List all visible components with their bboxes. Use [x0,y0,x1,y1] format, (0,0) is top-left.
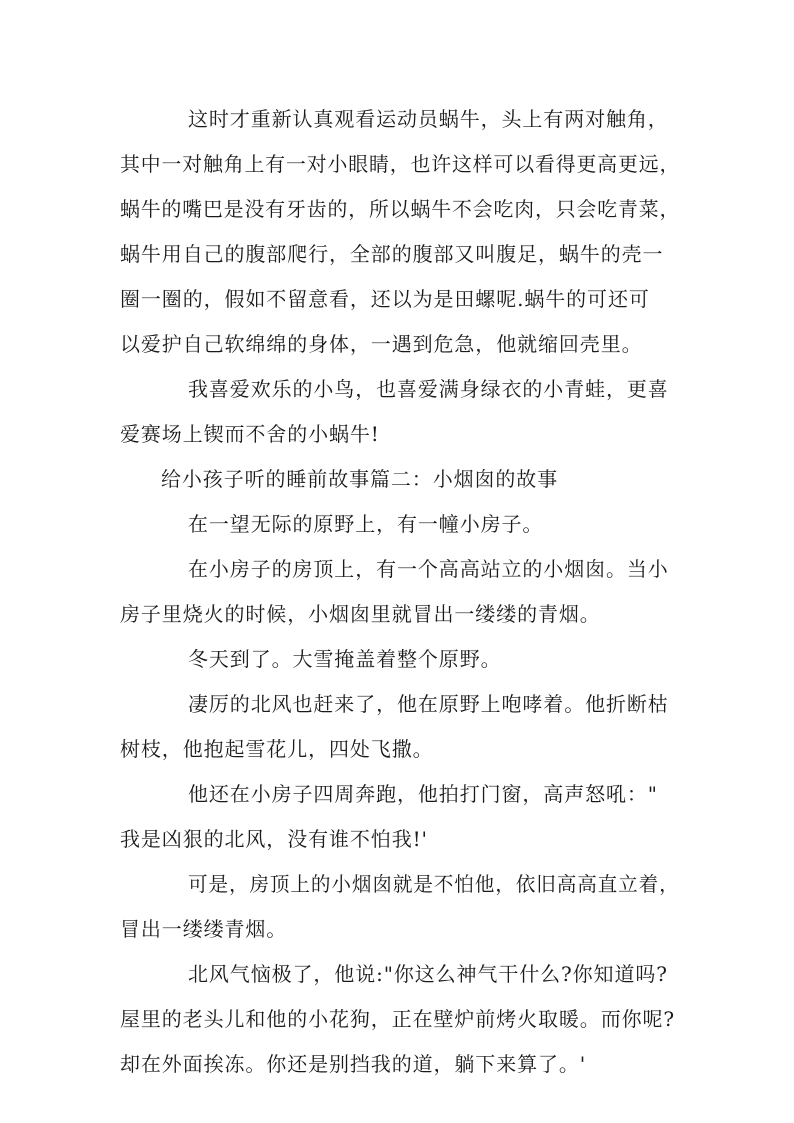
text-line: 其中一对触角上有一对小眼睛，也许这样可以看得更高更远， [120,152,681,176]
text-line: 蜗牛的嘴巴是没有牙齿的，所以蜗牛不会吃肉，只会吃青菜， [120,197,681,221]
text-line: 我是凶狠的北风，没有谁不怕我!' [120,827,428,851]
text-line: 可是，房顶上的小烟囱就是不怕他，依旧高高直立着， [188,872,680,896]
text-line: 树枝，他抱起雪花儿，四处飞撒。 [120,737,434,761]
text-line: 在一望无际的原野上，有一幢小房子。 [188,512,544,536]
text-line: 蜗牛用自己的腹部爬行，全部的腹部又叫腹足，蜗牛的壳一 [120,242,664,266]
text-line: 冬天到了。大雪掩盖着整个原野。 [188,647,502,671]
text-line: 爱赛场上锲而不舍的小蜗牛! [120,422,380,446]
text-line: 冒出一缕缕青烟。 [120,917,288,941]
section-heading: 给小孩子听的睡前故事篇二：小烟囱的故事 [161,467,559,491]
text-line: 这时才重新认真观看运动员蜗牛，头上有两对触角， [188,107,669,131]
text-line: 屋里的老头儿和他的小花狗，正在壁炉前烤火取暖。而你呢? [120,1007,676,1031]
text-line: 房子里烧火的时候，小烟囱里就冒出一缕缕的青烟。 [120,602,601,626]
text-line: 他还在小房子四周奔跑，他拍打门窗，高声怒吼：" [188,782,658,806]
text-line: 北风气恼极了，他说:"你这么神气干什么?你知道吗? [188,962,668,986]
text-line: 圈一圈的，假如不留意看，还以为是田螺呢.蜗牛的可还可 [120,287,650,311]
text-line: 凄厉的北风也赶来了，他在原野上咆哮着。他折断枯 [188,692,669,716]
text-line: 我喜爱欢乐的小鸟，也喜爱满身绿衣的小青蛙，更喜 [188,377,669,401]
text-line: 却在外面挨冻。你还是别挡我的道，躺下来算了。' [120,1052,587,1076]
text-line: 在小房子的房顶上，有一个高高站立的小烟囱。当小 [188,557,669,581]
text-line: 以爱护自己软绵绵的身体，一遇到危急，他就缩回壳里。 [120,332,643,356]
